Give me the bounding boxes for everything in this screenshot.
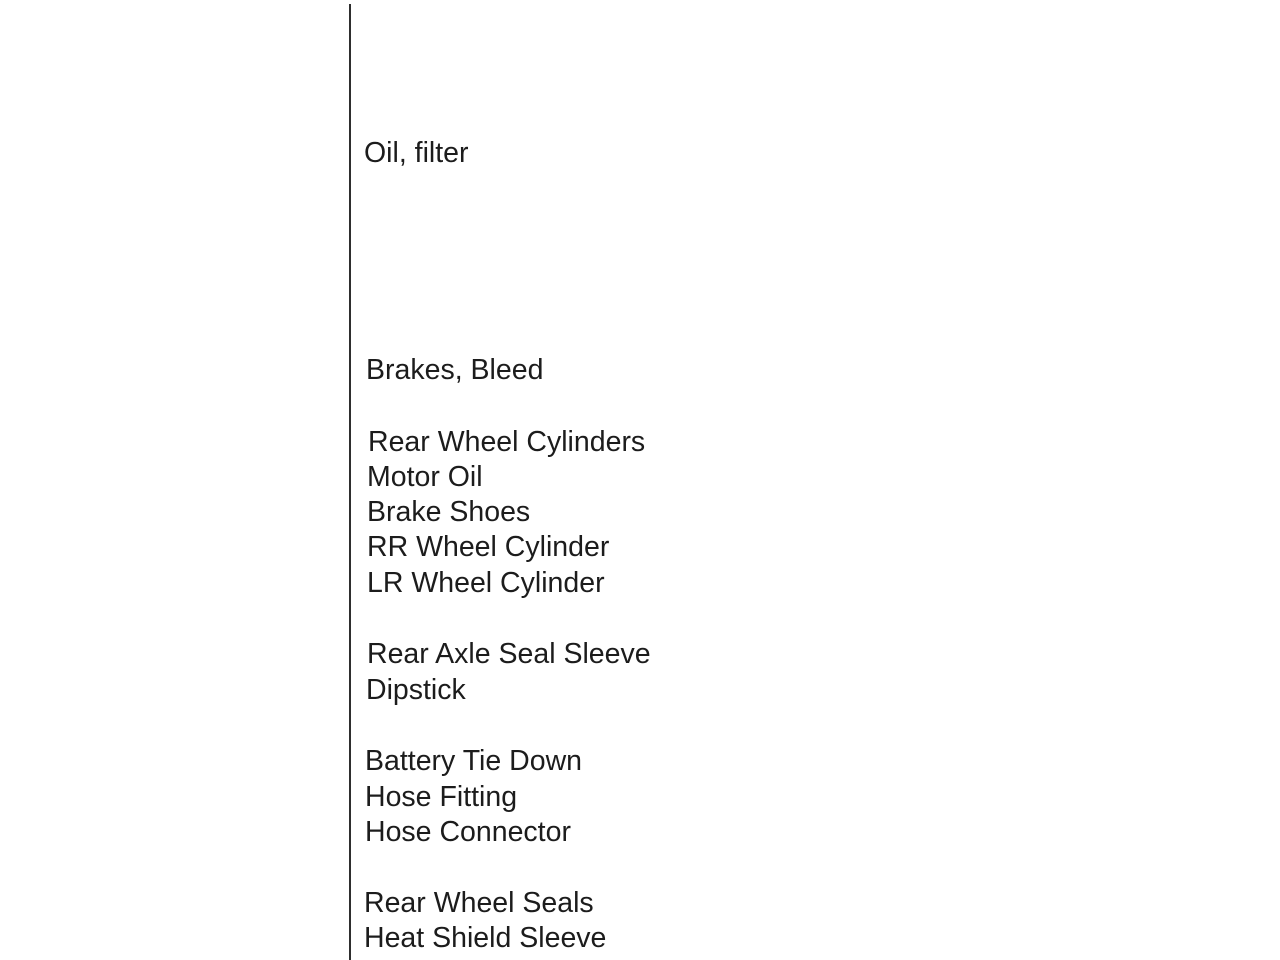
entry-rear-wheel-cylinders: Rear Wheel Cylinders	[368, 426, 646, 458]
entry-heat-shield-sleeve: Heat Shield Sleeve	[364, 922, 607, 954]
entry-brake-shoes: Brake Shoes	[367, 496, 531, 528]
entry-hose-fitting: Hose Fitting	[365, 781, 518, 813]
entry-oil-filter: Oil, filter	[364, 137, 469, 169]
entry-rear-wheel-seals: Rear Wheel Seals	[364, 887, 594, 919]
entry-brakes-bleed: Brakes, Bleed	[366, 354, 544, 386]
entry-motor-oil: Motor Oil	[367, 461, 483, 493]
entry-rear-axle-seal-sleeve: Rear Axle Seal Sleeve	[367, 638, 651, 670]
entry-hose-connector: Hose Connector	[365, 816, 571, 848]
vertical-rule-line	[349, 4, 351, 960]
entry-battery-tie-down: Battery Tie Down	[365, 745, 583, 777]
entry-dipstick: Dipstick	[366, 674, 466, 706]
entry-lr-wheel-cylinder: LR Wheel Cylinder	[367, 567, 605, 599]
entry-rr-wheel-cylinder: RR Wheel Cylinder	[367, 531, 610, 563]
